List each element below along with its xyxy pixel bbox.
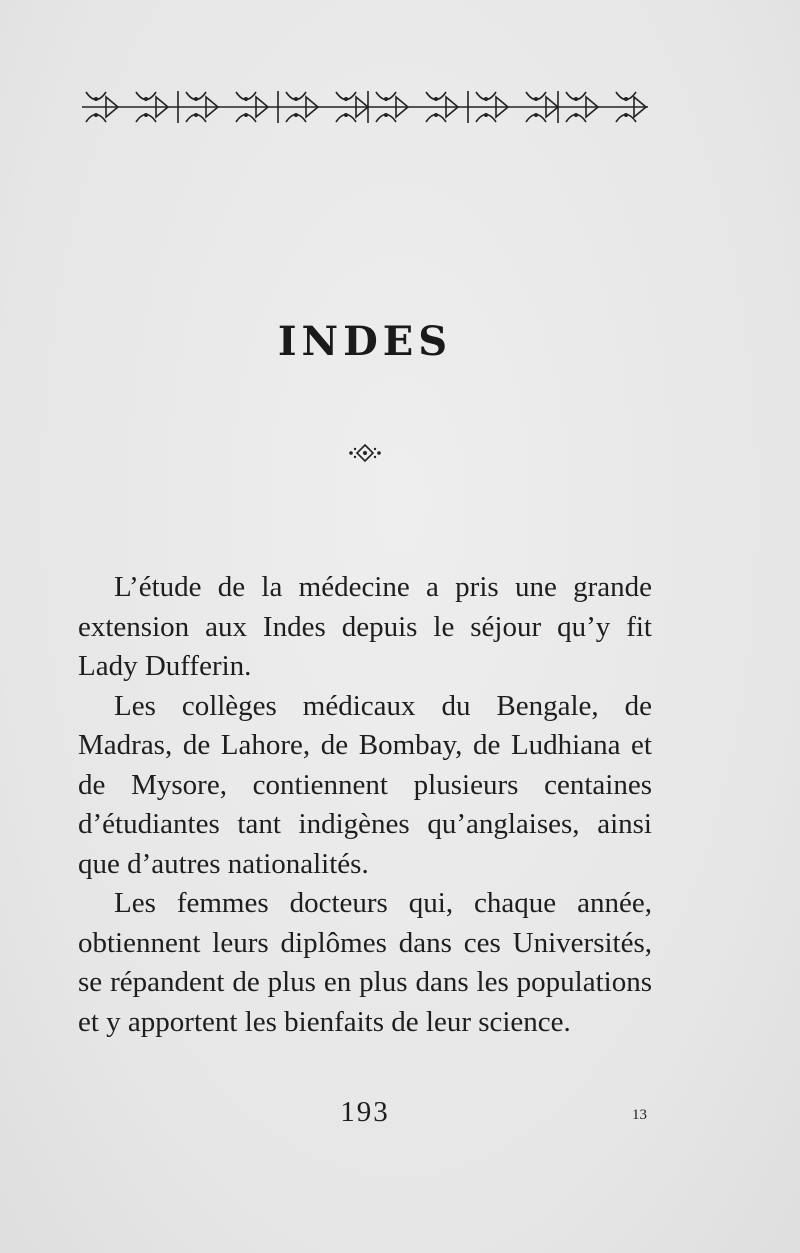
decorative-header-border	[78, 86, 652, 128]
decorative-fleuron-icon	[346, 443, 384, 463]
paragraph: L’étude de la médecine a pris une grande extension aux Indes depuis le séjour qu’y fit Lady Dufferin.	[78, 571, 652, 682]
paragraph: Les collèges médicaux du Bengale, de Madras, de Lahore, de Bombay, de Ludhiana et de Mysore, contiennent plusieurs centaines d’étudiantes tant indigènes qu’anglaises, ainsi que d’autres nationalités.	[78, 689, 652, 880]
page-number: 193	[340, 1096, 390, 1128]
paragraph: Les femmes docteurs qui, chaque année, obtiennent leurs diplômes dans ces Universités, se répandent de plus en plus dans les populations et y apportent les bienfaits de leur science.	[78, 887, 652, 1038]
page-title: INDES	[277, 318, 453, 365]
body-text	[78, 568, 652, 1042]
printer-signature-mark: 13	[632, 1107, 647, 1123]
